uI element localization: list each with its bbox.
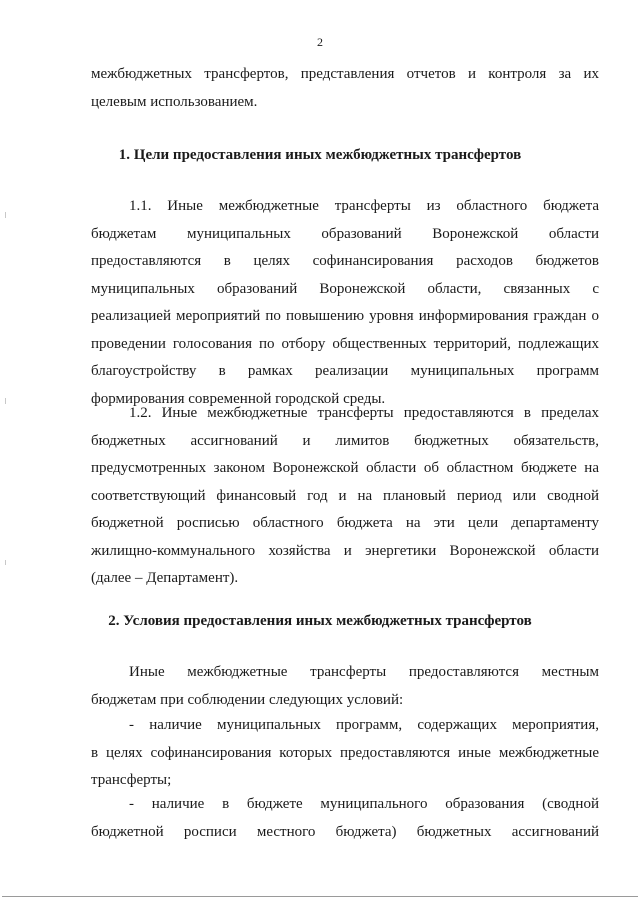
text-line: 1.2. Иные межбюджетные трансферты предоставляются в пределах <box>129 405 599 421</box>
text-line: бюджетам при соблюдении следующих условий: <box>91 691 404 708</box>
text-line: Иные межбюджетные трансферты предоставляются местным <box>129 664 599 680</box>
text-line: формирования современной городской среды. <box>91 390 386 407</box>
text-line: - наличие муниципальных программ, содержащих мероприятия, <box>129 717 599 733</box>
text-line: - наличие в бюджете муниципального образования (сводной <box>129 796 599 812</box>
text-line: предусмотренных законом Воронежской области об областном бюджете на <box>91 460 599 476</box>
text-line: в целях софинансирования которых предоставляются иные межбюджетные <box>91 744 599 761</box>
text-line: целевым использованием. <box>91 93 258 110</box>
margin-mark <box>5 398 6 404</box>
text-line: бюджетной росписи местного бюджета) бюджетных ассигнований <box>91 823 599 840</box>
intro-paragraph <box>91 61 599 116</box>
section-1-paragraph-2 <box>91 400 599 593</box>
margin-mark <box>5 212 6 218</box>
text-line: бюджетам муниципальных образований Воронежской области <box>91 225 599 242</box>
footer-divider <box>2 896 638 897</box>
text-line: благоустройству в рамках реализации муниципальных программ <box>91 363 599 379</box>
text-line: межбюджетных трансфертов, представления отчетов и контроля за их <box>91 66 599 82</box>
text-line: трансферты; <box>91 772 172 788</box>
text-line: 1.1. Иные межбюджетные трансферты из областного бюджета <box>129 198 599 214</box>
section-2-paragraph-2 <box>91 712 599 795</box>
section-2-heading: 2. Условия предоставления иных межбюджетных трансфертов <box>108 613 532 629</box>
section-1-paragraph-1 <box>91 193 599 413</box>
text-line: бюджетных ассигнований и лимитов бюджетных обязательств, <box>91 432 599 449</box>
section-1-heading: 1. Цели предоставления иных межбюджетных трансфертов <box>118 147 522 163</box>
text-line: бюджетной росписью областного бюджета на эти цели департаменту <box>91 515 599 531</box>
text-line: соответствующий финансовый год и на плановый период или сводной <box>91 487 599 504</box>
margin-mark <box>5 560 6 565</box>
section-2-paragraph-1 <box>91 659 599 714</box>
text-line: предоставляются в целях софинансирования расходов бюджетов <box>91 253 599 269</box>
text-line: проведении голосования по отбору общественных территорий, подлежащих <box>91 335 599 352</box>
section-2-paragraph-3 <box>91 791 599 846</box>
page-number: 2 <box>317 35 323 49</box>
text-line: жилищно-коммунального хозяйства и энергетики Воронежской области <box>91 542 599 559</box>
text-line: (далее – Департамент). <box>91 570 239 586</box>
text-line: реализацией мероприятий по повышению уровня информирования граждан о <box>91 308 599 324</box>
text-line: муниципальных образований Воронежской области, связанных с <box>91 280 599 297</box>
